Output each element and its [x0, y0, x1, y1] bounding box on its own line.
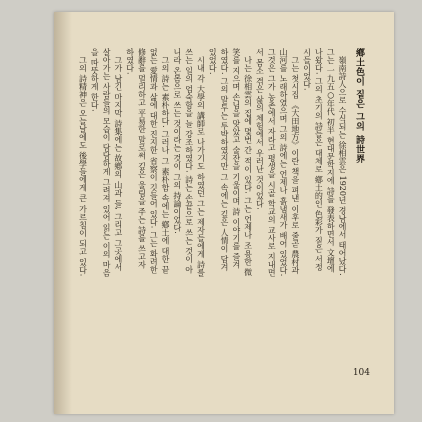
paragraph: 그의 詩精神은 오늘날에도 後學들에게 큰 가르침이 되고 있다.	[78, 56, 88, 277]
paragraph: 나는 徐相雲의 집에 몇번 간 적이 있다. 그는 언제나 조용한 微笑를 지으며 손님을 맞았고 술잔을 기울이며 詩 이야기를 즐겨 하였다. 그의 말투는 투박하였지만 그 속에는 깊은 人情이 담겨 있었다.	[208, 48, 253, 276]
paragraph: 그의 詩는 素朴하다. 그러나 그 素朴함 속에는 鄕土에 대한 끝없는 愛情과 삶에 대한 진지한 省察이 깃들어 있다. 그는 화려한 修辭를 멀리하고 平易한 말로써 깊은 울림을 주는 詩를 쓰고자 하였다.	[125, 48, 171, 274]
paragraph: 시내 각 大學의 講師로 나가기도 하였던 그는 제자들에게 詩를 쓰는 일의 엄숙함을 늘 강조하였다. 詩는 손끝으로 쓰는 것이 아니라 온몸으로 쓰는 것이라는 것이 그의 持論이었다.	[172, 48, 206, 277]
section-title: 鄕土色이 짙은 그의 詩世界	[354, 48, 364, 164]
book-page	[54, 12, 394, 414]
paragraph: 그는 첫시집 《大田地方》이란 책을 펴낸 이후로 줄곧 農村과 山河를 노래하였으며 그의 詩에는 언제나 흙냄새가 배어 있었다. 그것은 그가 농촌에서 자라고 평생을 시골 학교의 교사로 지내면서 몸소 겪은 삶의 체험에서 우러난 것이었다.	[255, 48, 300, 277]
paragraph: 그가 남긴 마지막 詩集에는 故鄕의 山과 들, 그리고 그곳에서 살아가는 사람들의 모습이 담담하게 그려져 있어 읽는 이의 마음을 따뜻하게 한다.	[90, 48, 123, 277]
body-text-area	[68, 48, 348, 278]
body-text	[77, 48, 348, 278]
page-number: 104	[352, 368, 370, 378]
paragraph: 嶺南詩人으로 수식되는 徐相雲은 1920년 경남에서 태어났다. 그는 一九五○年代 初半 현대문학지에 詩를 發表하면서 文壇에 나왔다. 그의 초기의 詩들은 대체로 鄕土的인 色彩가 짙은 서정시들이었다.	[302, 48, 347, 276]
